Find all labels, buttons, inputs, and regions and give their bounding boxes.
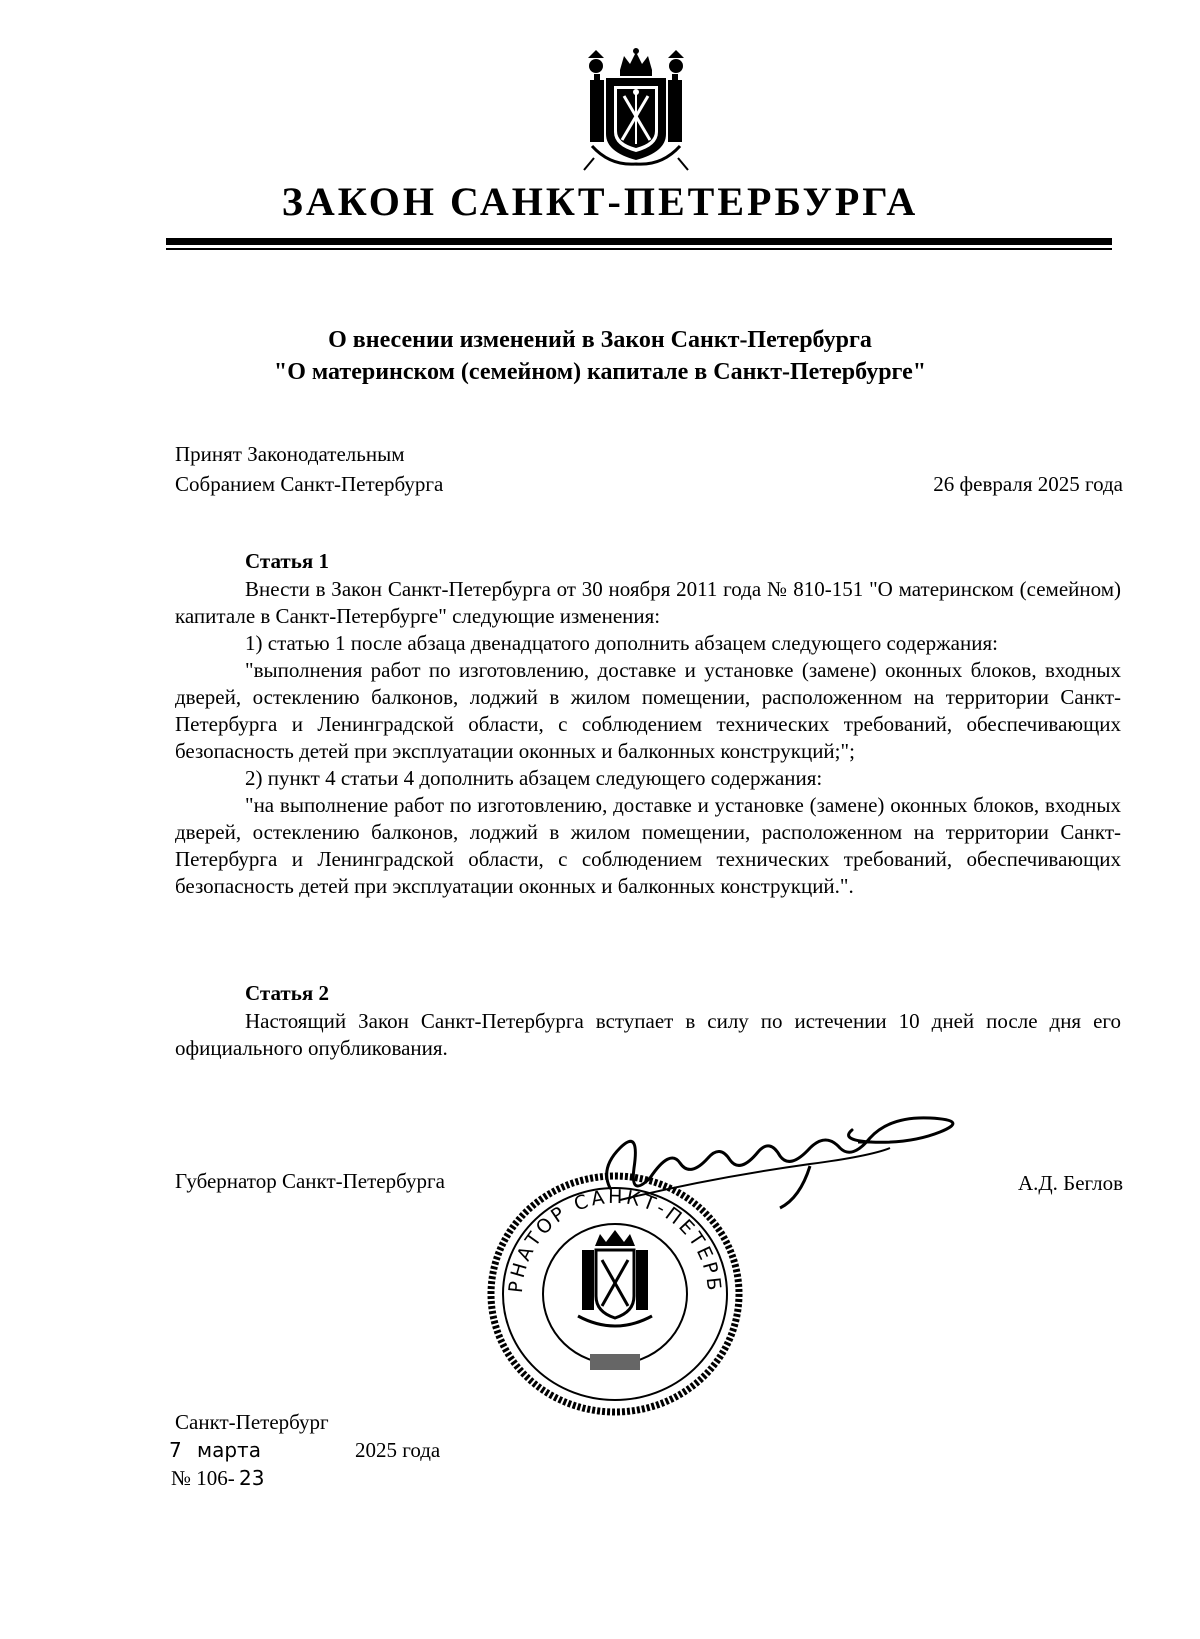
article-2 xyxy=(175,978,1121,1062)
footer-number-label: № 106- xyxy=(171,1466,235,1490)
title-divider-thick xyxy=(166,238,1112,245)
coat-of-arms-icon xyxy=(580,48,692,172)
adoption-line-1: Принят Законодательным xyxy=(175,442,405,466)
document-footer xyxy=(169,1408,441,1492)
footer-date xyxy=(169,1436,441,1464)
article-paragraph: Настоящий Закон Санкт-Петербурга вступает в силу по истечении 10 дней после дня его официального опубликования. xyxy=(175,1009,1121,1060)
article-paragraph: "на выполнение работ по изготовлению, доставке и установке (замене) оконных блоков, входных дверей, остеклению балконов, лоджий в жилом помещении, расположенном на территории Санкт-Петербурга и Ленинградской области, с соблюдением технических требований, обеспечивающих безопасность детей при эксплуатации оконных и балконных конструкций.". xyxy=(175,793,1121,898)
article-paragraph: "выполнения работ по изготовлению, доставке и установке (замене) оконных блоков, входных дверей, остеклению балконов, лоджий в жилом помещении, расположенном на территории Санкт-Петербурга и Ленинградской области, с соблюдением технических требований, обеспечивающих безопасность детей при эксплуатации оконных и балконных конструкций;"; xyxy=(175,658,1121,763)
adoption-line-2: Собранием Санкт-Петербурга xyxy=(175,472,444,496)
article-paragraph: 1) статью 1 после абзаца двенадцатого дополнить абзацем следующего содержания: xyxy=(245,631,998,655)
law-title: ЗАКОН САНКТ-ПЕТЕРБУРГА xyxy=(281,179,919,224)
subject-line-2: "О материнском (семейном) капитале в Санкт-Петербурге" xyxy=(273,359,927,385)
footer-number xyxy=(171,1464,329,1492)
footer-day: 7 xyxy=(169,1438,182,1462)
footer-year: 2025 года xyxy=(355,1438,441,1462)
adoption-statement xyxy=(175,439,443,499)
article-1 xyxy=(175,546,1121,900)
governor-seal xyxy=(482,1166,748,1418)
article-paragraph: Внести в Закон Санкт-Петербурга от 30 ноября 2011 года № 810-151 "О материнском (семейном) капитале в Санкт-Петербурге" следующие изменения: xyxy=(175,577,1121,628)
article-paragraph: 2) пункт 4 статьи 4 дополнить абзацем следующего содержания: xyxy=(245,766,823,790)
seal-text: РНАТОР САНКТ-ПЕТЕРБ xyxy=(504,1185,726,1295)
signatory-role: Губернатор Санкт-Петербурга xyxy=(175,1169,445,1193)
footer-month: марта xyxy=(197,1438,261,1462)
footer-city: Санкт-Петербург xyxy=(175,1410,329,1434)
signatory-name: А.Д. Беглов xyxy=(1017,1171,1123,1195)
adoption-date: 26 февраля 2025 года xyxy=(933,472,1123,496)
subject-line-1: О внесении изменений в Закон Санкт-Петербурга xyxy=(328,327,872,353)
article-heading: Статья 2 xyxy=(245,981,329,1005)
article-heading: Статья 1 xyxy=(245,549,329,573)
svg-text:ГУБЕРНАТОР САНКТ-ПЕТЕРБУРГА xyxy=(482,1166,725,1295)
title-divider-thin xyxy=(166,248,1112,250)
footer-number-value: 23 xyxy=(239,1466,265,1490)
law-subject xyxy=(150,324,1050,388)
